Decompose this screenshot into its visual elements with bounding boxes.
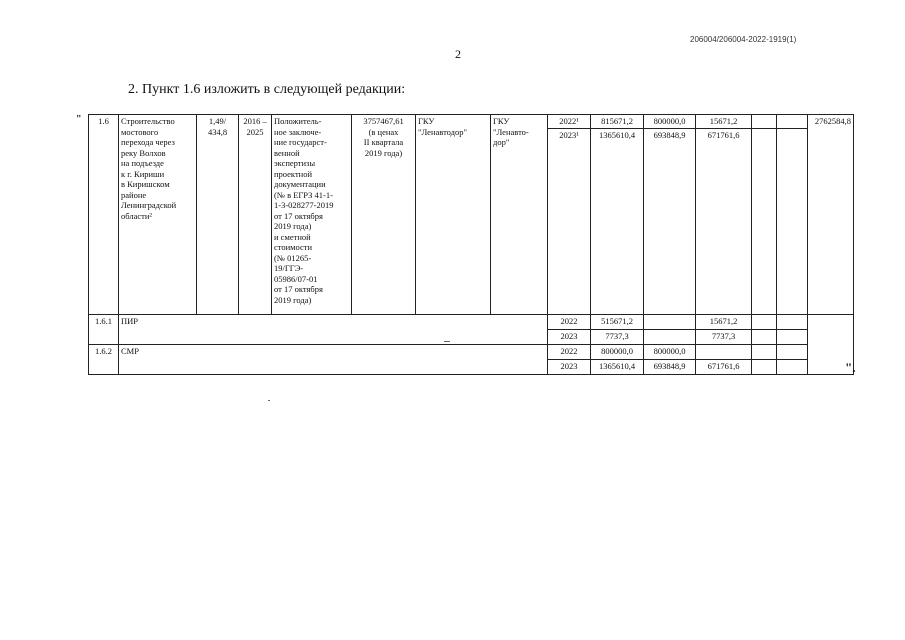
table-row [89, 115, 854, 129]
value-cell: 671761,6 [696, 128, 752, 314]
value-cell [752, 115, 777, 129]
total-cell: 815671,2 [591, 115, 644, 129]
value-cell: 7737,3 [696, 329, 752, 344]
value-cell [777, 314, 808, 329]
value-cell [644, 329, 696, 344]
year-cell: 2023 [548, 329, 591, 344]
scan-speck [444, 341, 450, 342]
value-cell [777, 329, 808, 344]
construction-period: 2016 – 2025 [239, 115, 272, 315]
closing-quote: ". [845, 360, 856, 375]
section-heading: 2. Пункт 1.6 изложить в следующей редакции: [128, 82, 406, 97]
value-cell: 800000,0 [644, 115, 696, 129]
table-row [89, 344, 854, 359]
total-cell: 1365610,4 [591, 359, 644, 374]
row-number: 1.6.2 [89, 344, 119, 374]
scan-speck [268, 400, 270, 401]
document-number: 206004/206004-2022-1919(1) [690, 35, 797, 44]
value-cell [777, 344, 808, 359]
estimated-cost: 3757467,61 (в ценах II квартала 2019 года) [352, 115, 416, 315]
value-cell [644, 314, 696, 329]
value-cell: 671761,6 [696, 359, 752, 374]
value-cell [752, 359, 777, 374]
value-cell [777, 359, 808, 374]
value-cell: 800000,0 [644, 344, 696, 359]
total-cell: 515671,2 [591, 314, 644, 329]
year-cell: 2022¹ [548, 115, 591, 129]
value-cell [752, 314, 777, 329]
value-cell: 15671,2 [696, 314, 752, 329]
investment-table [88, 114, 854, 375]
object-name: Строительство мостового перехода через реку Волхов на подъезде к г. Кириши в Киришском районе Ленинградской области² [119, 115, 197, 315]
opening-quote: " [76, 114, 82, 125]
table-row [89, 314, 854, 329]
year-cell: 2022 [548, 344, 591, 359]
object-name: СМР [119, 344, 548, 374]
total-cell: 800000,0 [591, 344, 644, 359]
row-number: 1.6.1 [89, 314, 119, 344]
value-cell [777, 128, 808, 314]
total-value: 2762584,8 [808, 115, 854, 315]
value-cell: 693848,9 [644, 359, 696, 374]
total-cell: 7737,3 [591, 329, 644, 344]
year-cell: 2022 [548, 314, 591, 329]
value-cell [777, 115, 808, 129]
object-name: ПИР [119, 314, 548, 344]
year-cell: 2023 [548, 359, 591, 374]
year-cell: 2023¹ [548, 128, 591, 314]
total-cell: 1365610,4 [591, 128, 644, 314]
value-cell [752, 128, 777, 314]
value-cell: 15671,2 [696, 115, 752, 129]
value-cell [752, 344, 777, 359]
expertise-info: Положитель- ное заключе- ние государст- венной экспертизы проектной документации (№ в ЕГРЗ 41-1- 1-3-028277-2019 от 17 октября 2019 года) и сметной стоимости (№ 01265- 19/ГГЭ- 05986/07-01 от 17 октября 2019 года) [272, 115, 352, 315]
value-cell: 693848,9 [644, 128, 696, 314]
value-cell [752, 329, 777, 344]
capacity: 1,49/ 434,8 [197, 115, 239, 315]
row-number: 1.6 [89, 115, 119, 315]
developer: ГКУ "Ленавто- дор" [491, 115, 548, 315]
customer: ГКУ "Ленавтодор" [416, 115, 491, 315]
page-number: 2 [455, 47, 461, 61]
value-cell [696, 344, 752, 359]
